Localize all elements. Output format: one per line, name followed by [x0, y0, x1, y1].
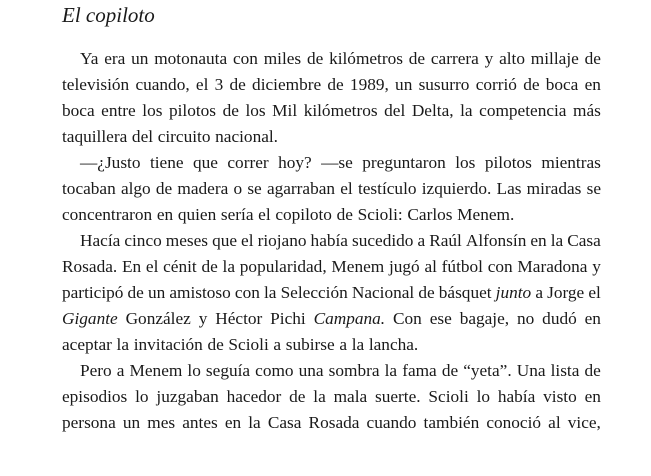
word: vice,	[567, 413, 601, 432]
word: lo	[135, 387, 149, 406]
word: Raúl	[429, 231, 462, 250]
word: lo	[187, 361, 201, 380]
word: o	[233, 179, 243, 198]
word: que	[192, 153, 218, 172]
word: se	[586, 179, 601, 198]
word: participó	[62, 283, 124, 302]
word: —se	[321, 153, 353, 172]
word: “yeta”.	[463, 361, 512, 380]
word: cinco	[124, 231, 162, 250]
word: hacedor	[226, 387, 282, 406]
word: Rosada.	[62, 257, 118, 276]
word: a	[273, 335, 282, 354]
text-line	[80, 151, 601, 175]
word: pilotos	[484, 153, 532, 172]
word: la	[384, 361, 398, 380]
text-line	[62, 99, 601, 123]
word: antes	[182, 413, 218, 432]
word: de	[207, 335, 224, 354]
word: alto	[499, 49, 525, 68]
word: como	[255, 361, 294, 380]
text-line	[62, 411, 601, 435]
word: Alfonsín	[465, 231, 527, 250]
text-line	[62, 125, 601, 149]
word: de	[408, 49, 426, 68]
text-line	[62, 281, 601, 305]
word: entre	[101, 101, 136, 120]
word: aceptar	[62, 335, 112, 354]
word: Hacía	[80, 231, 121, 250]
word: la	[116, 335, 130, 354]
word: 3	[214, 75, 224, 94]
word: 1989,	[349, 75, 389, 94]
word: Menem	[331, 257, 385, 276]
word: Nacional	[351, 283, 415, 302]
word: lista	[550, 361, 580, 380]
word: kilómetros	[329, 49, 403, 68]
word: carrera	[430, 49, 479, 68]
word: junto	[495, 283, 532, 302]
word: izquierdo.	[421, 179, 492, 198]
word: meses	[165, 231, 209, 250]
word: miradas	[526, 179, 582, 198]
word: con	[487, 257, 513, 276]
word: Menem	[129, 361, 183, 380]
text-line	[62, 385, 601, 409]
chapter-heading: El copiloto	[62, 3, 155, 27]
word: competencia	[479, 101, 567, 120]
word: Las	[496, 179, 522, 198]
word: un	[395, 75, 413, 94]
word: cénit	[163, 257, 197, 276]
text-line	[62, 333, 601, 357]
word: mala	[333, 387, 368, 406]
word: Campana.	[313, 309, 386, 328]
text-line	[62, 307, 601, 331]
word: boca	[62, 101, 95, 120]
word: correr	[227, 153, 269, 172]
word: conoció	[486, 413, 542, 432]
word: el	[258, 205, 271, 224]
word: al	[424, 257, 437, 276]
word: a	[339, 335, 348, 354]
word: y	[484, 49, 494, 68]
word: millaje	[530, 49, 579, 68]
word: a	[417, 231, 426, 250]
word: algo	[120, 179, 151, 198]
word: preguntaron	[362, 153, 446, 172]
word: la	[351, 335, 365, 354]
word: hoy?	[278, 153, 312, 172]
word: con	[232, 49, 258, 68]
word: la	[263, 283, 277, 302]
word: González	[125, 309, 191, 328]
word: el	[340, 179, 353, 198]
word: a	[535, 283, 543, 302]
word: lancha.	[368, 335, 419, 354]
word: también	[423, 413, 480, 432]
word: de	[584, 361, 601, 380]
word: un	[147, 283, 166, 302]
word: en	[530, 231, 547, 250]
word: en	[584, 309, 601, 328]
word: Scioli	[428, 387, 469, 406]
word: básquet	[438, 283, 492, 302]
word: en	[584, 75, 601, 94]
word: del	[131, 127, 154, 146]
word: de	[127, 283, 144, 302]
word: Menem.	[457, 205, 515, 224]
word: ese	[429, 309, 452, 328]
word: del	[384, 101, 406, 120]
word: susurro	[418, 75, 470, 94]
word: los	[245, 101, 266, 120]
word: tocaban	[62, 179, 116, 198]
word: amistoso	[169, 283, 231, 302]
word: concentraron	[62, 205, 153, 224]
word: popularidad,	[239, 257, 327, 276]
word: Delta,	[411, 101, 454, 120]
word: de	[327, 75, 344, 94]
word: —¿Justo	[80, 153, 141, 172]
word: en	[584, 387, 601, 406]
word: episodios	[62, 387, 128, 406]
word: una	[298, 361, 324, 380]
word: Scioli:	[357, 205, 403, 224]
word: el	[145, 257, 159, 276]
word: y	[198, 309, 208, 328]
word: de	[289, 387, 306, 406]
word: kilómetros	[303, 101, 378, 120]
word: visto	[543, 387, 577, 406]
word: quien	[177, 205, 217, 224]
word: con	[234, 283, 260, 302]
word: boca	[545, 75, 579, 94]
word: mientras	[541, 153, 601, 172]
word: agarraban	[266, 179, 336, 198]
word: Selección	[280, 283, 348, 302]
text-line	[80, 359, 601, 383]
word: la	[460, 101, 473, 120]
word: Pichi	[270, 309, 306, 328]
word: de	[441, 361, 459, 380]
word: bagaje,	[459, 309, 510, 328]
word: de	[155, 179, 173, 198]
text-line	[62, 255, 601, 279]
word: mes	[147, 413, 176, 432]
word: los	[455, 153, 476, 172]
word: riojano	[257, 231, 307, 250]
word: Casa	[267, 413, 302, 432]
word: corrió	[475, 75, 517, 94]
word: sombra	[328, 361, 380, 380]
word: madera	[177, 179, 229, 198]
word: juzgaban	[156, 387, 219, 406]
word: sucedido	[352, 231, 414, 250]
word: tiene	[149, 153, 184, 172]
word: al	[548, 413, 561, 432]
word: de	[229, 75, 246, 94]
word: Héctor	[215, 309, 263, 328]
word: de	[201, 257, 218, 276]
word: seguía	[205, 361, 251, 380]
word: a	[116, 361, 125, 380]
word: pilotos	[168, 101, 217, 120]
word: sería	[220, 205, 254, 224]
word: Con	[393, 309, 422, 328]
word: y	[592, 257, 601, 276]
word: subirse	[285, 335, 335, 354]
word: de	[418, 283, 435, 302]
text-line	[80, 229, 601, 253]
text-line	[62, 73, 601, 97]
word: en	[224, 413, 242, 432]
word: de	[336, 205, 353, 224]
word: fútbol	[441, 257, 483, 276]
word: Ya	[80, 49, 99, 68]
word: había	[310, 231, 348, 250]
word: persona	[62, 413, 116, 432]
word: Jorge	[547, 283, 585, 302]
word: los	[142, 101, 163, 120]
word: la	[313, 387, 326, 406]
word: motonauta	[154, 49, 228, 68]
word: Pero	[80, 361, 112, 380]
word: Una	[516, 361, 546, 380]
word: invitación	[133, 335, 203, 354]
word: Carlos	[407, 205, 453, 224]
word: cuando	[366, 413, 417, 432]
word: suerte.	[375, 387, 421, 406]
word: jugó	[388, 257, 420, 276]
word: Mil	[272, 101, 298, 120]
word: de	[523, 75, 540, 94]
word: Casa	[567, 231, 601, 250]
word: había	[497, 387, 536, 406]
word: el	[241, 231, 254, 250]
word: la	[550, 231, 564, 250]
text-line	[62, 177, 601, 201]
word: televisión	[62, 75, 130, 94]
word: lo	[476, 387, 491, 406]
word: fama	[402, 361, 437, 380]
word: Maradona	[517, 257, 588, 276]
word: En	[121, 257, 142, 276]
word: Gigante	[62, 309, 118, 328]
word: nacional.	[215, 127, 278, 146]
word: de	[584, 49, 601, 68]
text-line	[80, 47, 601, 71]
word: era	[104, 49, 126, 68]
word: más	[573, 101, 601, 120]
word: la	[222, 257, 236, 276]
word: de	[306, 49, 324, 68]
word: la	[248, 413, 261, 432]
word: el	[195, 75, 209, 94]
word: un	[131, 49, 149, 68]
word: miles	[263, 49, 302, 68]
word: cuando,	[135, 75, 190, 94]
word: dudó	[542, 309, 577, 328]
word: Rosada	[308, 413, 360, 432]
word: taquillera	[62, 127, 128, 146]
word: un	[122, 413, 141, 432]
word: no	[517, 309, 535, 328]
word: diciembre	[252, 75, 322, 94]
word: Scioli	[228, 335, 269, 354]
word: que	[212, 231, 238, 250]
word: en	[156, 205, 174, 224]
word: se	[247, 179, 262, 198]
word: circuito	[157, 127, 211, 146]
text-line	[62, 203, 601, 227]
word: copiloto	[275, 205, 332, 224]
word: el	[588, 283, 601, 302]
word: testículo	[357, 179, 417, 198]
word: de	[222, 101, 239, 120]
